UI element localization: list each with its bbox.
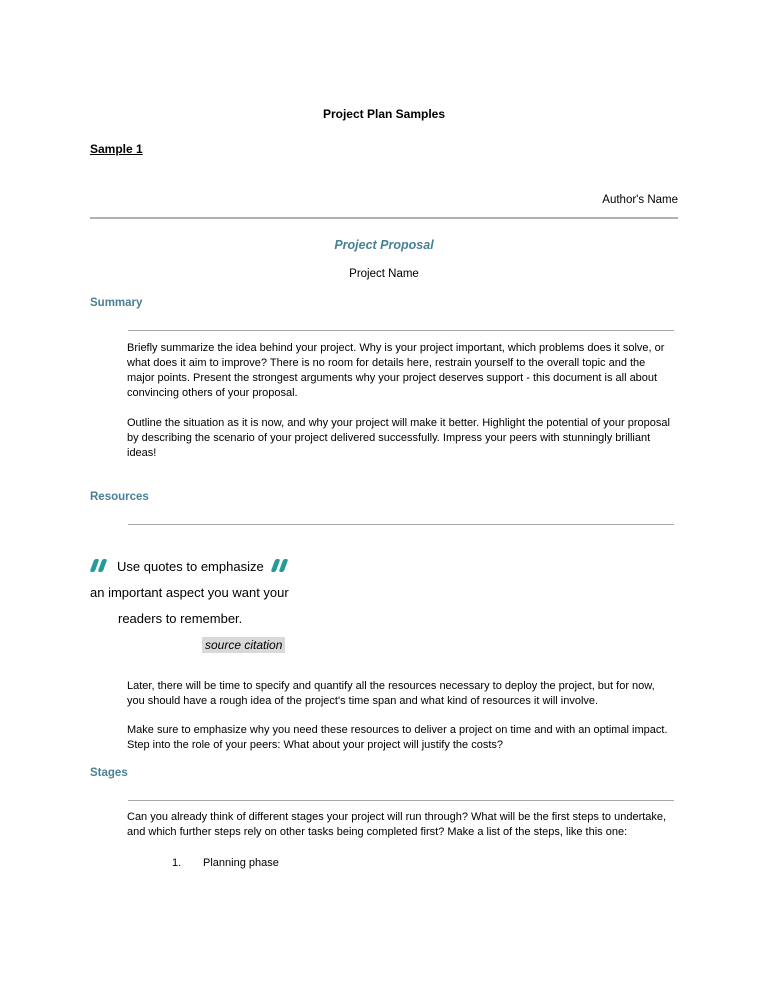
horizontal-rule-stages [128,800,674,801]
quote-line-1 [92,554,678,580]
summary-paragraph-1: Briefly summarize the idea behind your project. Why is your project important, which problems does it solve, or what does it aim to improve? There is no room for details here, restrain yourself to the overall topic and the major points. Present the strongest arguments why your project deserves support - this document is all about convincing others of your proposal. [127,342,665,399]
list-item-label: Planning phase [203,857,279,869]
list-item [172,856,678,871]
document-title: Project Plan Samples [322,107,446,121]
opening-quote-icon [92,555,108,568]
quote-line-3: readers to remember. [118,611,243,626]
stages-paragraph: Can you already think of different stages your project will run through? What will be the first steps to undertake, and which further steps rely on other tasks being completed first? Make a list of the steps, like this one: [127,811,667,838]
resources-paragraph-1: Later, there will be time to specify and quantify all the resources necessary to deploy the project, but for now, you should have a rough idea of the project's time span and what kind of resources it will involve. [127,680,655,707]
proposal-heading: Project Proposal [334,238,434,252]
horizontal-rule-summary [128,330,674,331]
author-name: Author's Name [602,194,678,206]
horizontal-rule-resources [128,524,674,525]
section-heading-summary: Summary [90,297,143,309]
sample-label: Sample 1 [90,142,143,156]
closing-quote-icon [273,555,289,568]
horizontal-rule-header [90,217,678,219]
stages-list [90,856,678,871]
summary-paragraph-2: Outline the situation as it is now, and why your project will make it better. Highlight the potential of your proposal by describing the scenario of your project delivered successfully. Impress your peers with stunningly brilliant ideas! [127,417,670,459]
quote-block [90,554,678,658]
list-item-number: 1. [172,857,182,869]
quote-line-2: an important aspect you want your [90,585,289,600]
section-heading-resources: Resources [90,491,149,503]
resources-paragraph-2: Make sure to emphasize why you need these resources to deliver a project on time and with an optimal impact. Step into the role of your peers: What about your project will justify the costs? [127,724,668,751]
project-name: Project Name [349,268,419,280]
quote-citation-line [202,632,678,658]
quote-text-1: Use quotes to emphasize [117,559,264,574]
section-heading-stages: Stages [90,767,128,779]
source-citation: source citation [202,637,285,653]
